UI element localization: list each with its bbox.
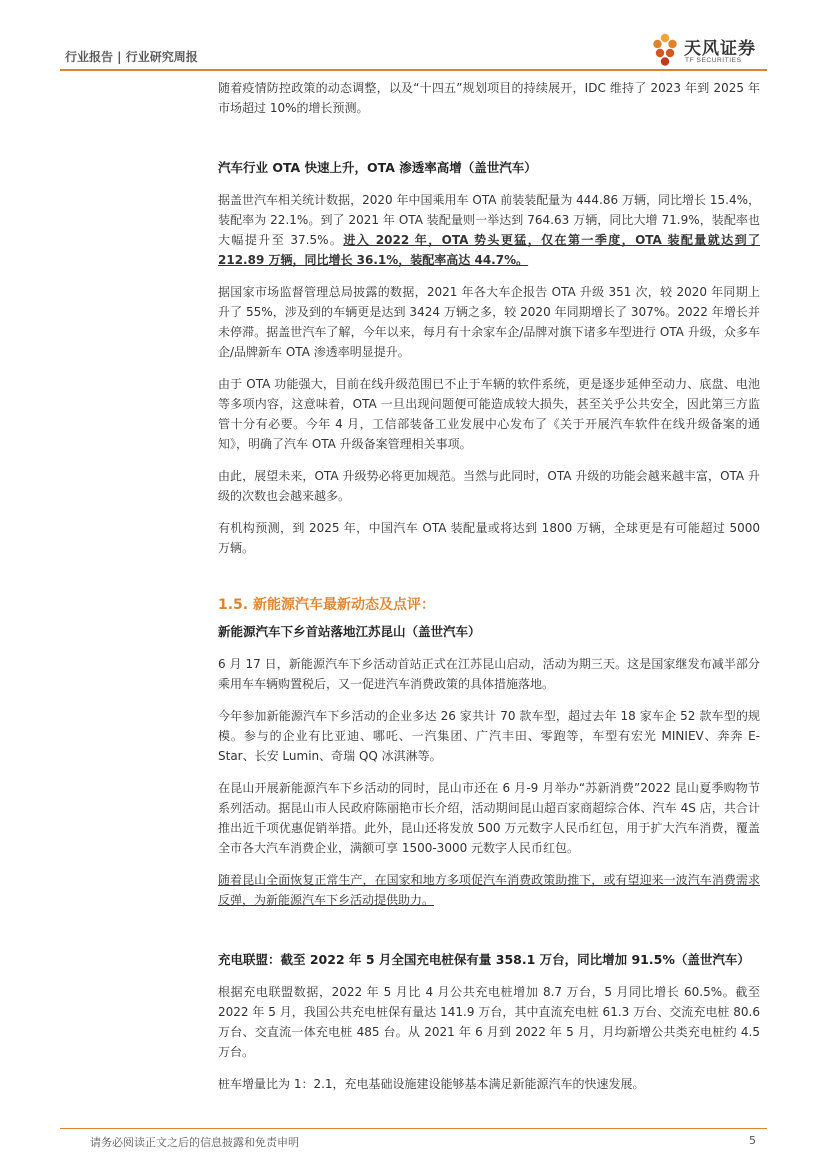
ota-paragraph-1 bbox=[218, 190, 760, 270]
section-heading: 1.5. 新能源汽车最新动态及点评： bbox=[218, 597, 435, 613]
logo-text-cn: 天风证券 bbox=[684, 39, 756, 59]
charging-paragraph-1: 根据充电联盟数据，2022 年 5 月比 4 月公共充电桩增加 8.7 万台，5 月同比增长 60.5%。截至 2022 年 5 月，我国公共充电桩保有量达 141.9 万台，其中直流充电桩 61.3 万台、交流充电桩 80.6 万台、交直流一体充电桩 485 台。从 2021 年 6 月到 2022 年 5 月，月均新增公共类充电桩约 4.5 万台。 bbox=[218, 985, 760, 1059]
ota-highlight-text: 进入 2022 年，OTA 势头更猛，仅在第一季度，OTA 装配量就达到了 212.89 万辆，同比增长 36.1%，装配率高达 44.7%。 bbox=[218, 233, 760, 267]
footer-disclaimer: 请务必阅读正文之后的信息披露和免责申明 bbox=[90, 1136, 299, 1149]
ota-paragraph-3: 由于 OTA 功能强大，目前在线升级范围已不止于车辆的软件系统，更是逐步延伸至动力、底盘、电池等多项内容，这意味着，OTA 一旦出现问题便可能造成较大损失，甚至关乎公共安全，因此第三方监管十分有必要。今年 4 月，工信部装备工业发展中心发布了《关于开展汽车软件在线升级备案的通知》，明确了汽车 OTA 升级备案管理相关事项。 bbox=[218, 377, 760, 451]
ota-paragraph-4: 由此，展望未来，OTA 升级势必将更加规范。当然与此同时，OTA 升级的功能会越来越丰富，OTA 升级的次数也会越来越多。 bbox=[218, 469, 760, 503]
report-type-label: 行业报告 | 行业研究周报 bbox=[65, 50, 198, 64]
page-number: 5 bbox=[749, 1134, 756, 1147]
ota-paragraph-2: 据国家市场监督管理总局披露的数据，2021 年各大车企报告 OTA 升级 351 次，较 2020 年同期上升了 55%，涉及到的车辆更是达到 3424 万辆之多，较 2020 年同期增长了 307%。2022 年增长并未停滞。据盖世汽车了解，今年以来，每月有十余家车企/品牌对旗下诸多车型进行 OTA 升级，众多车企/品牌新车 OTA 渗透率明显提升。 bbox=[218, 285, 760, 359]
rural-heading: 新能源汽车下乡首站落地江苏昆山（盖世汽车） bbox=[218, 624, 481, 639]
main-content bbox=[218, 78, 760, 1106]
tf-securities-logo bbox=[651, 32, 771, 72]
ota-stats-text: 据盖世汽车相关统计数据，2020 年中国乘用车 OTA 前装装配量为 444.86 万辆，同比增长 15.4%，装配率为 22.1%。到了 2021 年 OTA 装配量则一举达到 764.63 万辆，同比大增 71.9%，装配率也大幅提升至 37.5%。 bbox=[218, 193, 760, 247]
charging-heading: 充电联盟：截至 2022 年 5 月全国充电桩保有量 358.1 万台，同比增加 91.5%（盖世汽车） bbox=[218, 952, 750, 967]
logo-flower-icon bbox=[651, 32, 679, 68]
charging-paragraph-2: 桩车增量比为 1：2.1，充电基础设施建设能够基本满足新能源汽车的快速发展。 bbox=[218, 1077, 645, 1091]
intro-paragraph: 随着疫情防控政策的动态调整，以及“十四五”规划项目的持续展开，IDC 维持了 2023 年到 2025 年市场超过 10%的增长预测。 bbox=[218, 81, 760, 115]
rural-paragraph-4: 随着昆山全面恢复正常生产，在国家和地方多项促汽车消费政策助推下，或有望迎来一波汽车消费需求反弹，为新能源汽车下乡活动提供助力。 bbox=[218, 873, 760, 907]
header-divider bbox=[60, 69, 767, 71]
rural-paragraph-2: 今年参加新能源汽车下乡活动的企业多达 26 家共计 70 款车型，超过去年 18 家车企 52 款车型的规模。参与的企业有比亚迪、哪吒、一汽集团、广汽丰田、零跑等，车型有宏光 MINIEV、奔奔 E-Star、长安 Lumin、奇瑞 QQ 冰淇淋等。 bbox=[218, 709, 760, 763]
logo-text-en: TF SECURITIES bbox=[685, 57, 742, 64]
footer-divider bbox=[60, 1128, 767, 1129]
ota-paragraph-5: 有机构预测，到 2025 年，中国汽车 OTA 装配量或将达到 1800 万辆，全球更是有可能超过 5000 万辆。 bbox=[218, 521, 760, 555]
rural-paragraph-3: 在昆山开展新能源汽车下乡活动的同时，昆山市还在 6 月-9 月举办“苏新消费”2022 昆山夏季购物节系列活动。据昆山市人民政府陈丽艳市长介绍，活动期间昆山超百家商超综合体、汽车 4S 店，共合计推出近千项优惠促销举措。此外，昆山还将发放 500 万元数字人民币红包，用于扩大汽车消费，覆盖全市各大汽车消费企业，满额可享 1500-3000 元数字人民币红包。 bbox=[218, 781, 760, 855]
ota-heading: 汽车行业 OTA 快速上升，OTA 渗透率高增（盖世汽车） bbox=[218, 160, 537, 175]
rural-paragraph-1: 6 月 17 日，新能源汽车下乡活动首站正式在江苏昆山启动，活动为期三天。这是国家继发布减半部分乘用车车辆购置税后，又一促进汽车消费政策的具体措施落地。 bbox=[218, 657, 760, 691]
